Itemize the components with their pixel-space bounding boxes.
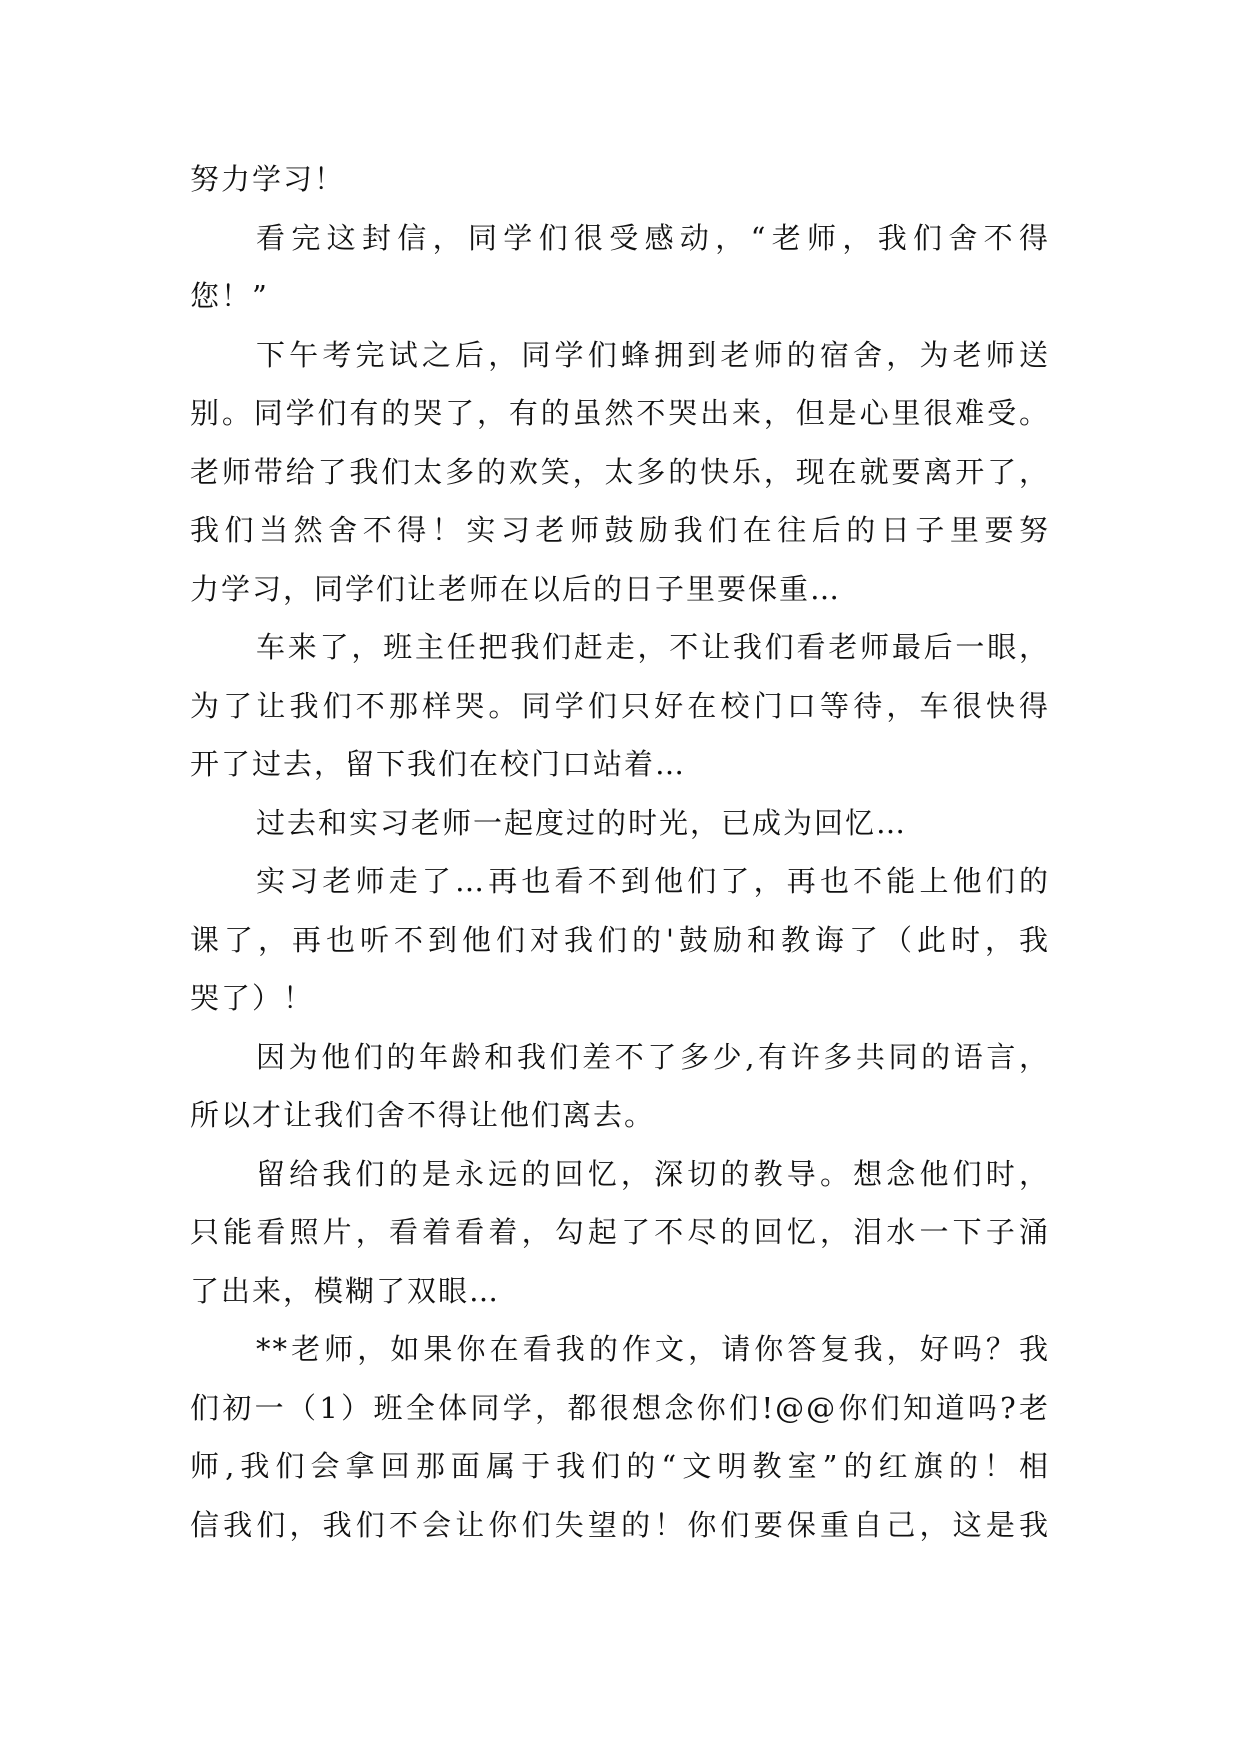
text-line: 哭了）！	[190, 981, 315, 1015]
text-line: 因为他们的年龄和我们差不了多少,有许多共同的语言，	[256, 1039, 1050, 1074]
text-line: 只能看照片，看着看着，勾起了不尽的回忆，泪水一下子涌	[190, 1215, 1050, 1249]
text-line: 下午考完试之后，同学们蜂拥到老师的宿舍，为老师送	[256, 337, 1050, 372]
text-line: **老师，如果你在看我的作文，请你答复我，好吗？我	[256, 1332, 1050, 1366]
text-line: 信我们，我们不会让你们失望的！你们要保重自己，这是我	[190, 1507, 1050, 1542]
text-line: 所以才让我们舍不得让他们离去。	[190, 1098, 656, 1132]
text-line: 看完这封信，同学们很受感动，“老师，我们舍不得	[256, 220, 1050, 255]
text-line: 我们当然舍不得！实习老师鼓励我们在往后的日子里要努	[190, 513, 1050, 547]
text-line: 别。同学们有的哭了，有的虽然不哭出来，但是心里很难受。	[190, 396, 1050, 430]
text-line: 师,我们会拿回那面属于我们的“文明教室”的红旗的！相	[190, 1449, 1050, 1483]
text-line: 留给我们的是永远的回忆，深切的教导。想念他们时，	[256, 1156, 1050, 1191]
text-line: 实习老师走了…再也看不到他们了，再也不能上他们的	[256, 864, 1050, 898]
text-line: 为了让我们不那样哭。同学们只好在校门口等待，车很快得	[190, 688, 1050, 723]
text-line: 了出来，模糊了双眼…	[190, 1273, 501, 1308]
text-line: 努力学习！	[190, 162, 346, 196]
text-line: 老师带给了我们太多的欢笑，太多的快乐，现在就要离开了，	[190, 454, 1050, 489]
text-line: 们初一（1）班全体同学，都很想念你们!@@你们知道吗?老	[190, 1390, 1050, 1425]
text-line: 课了，再也听不到他们对我们的'鼓励和教诲了（此时，我	[190, 922, 1050, 957]
text-line: 开了过去，留下我们在校门口站着…	[190, 747, 687, 781]
text-line: 过去和实习老师一起度过的时光，已成为回忆…	[256, 805, 908, 840]
text-line: 力学习，同学们让老师在以后的日子里要保重…	[190, 571, 842, 606]
text-line: 您！”	[190, 279, 269, 313]
text-line: 车来了，班主任把我们赶走，不让我们看老师最后一眼，	[256, 630, 1050, 664]
document-body	[190, 150, 1050, 1554]
